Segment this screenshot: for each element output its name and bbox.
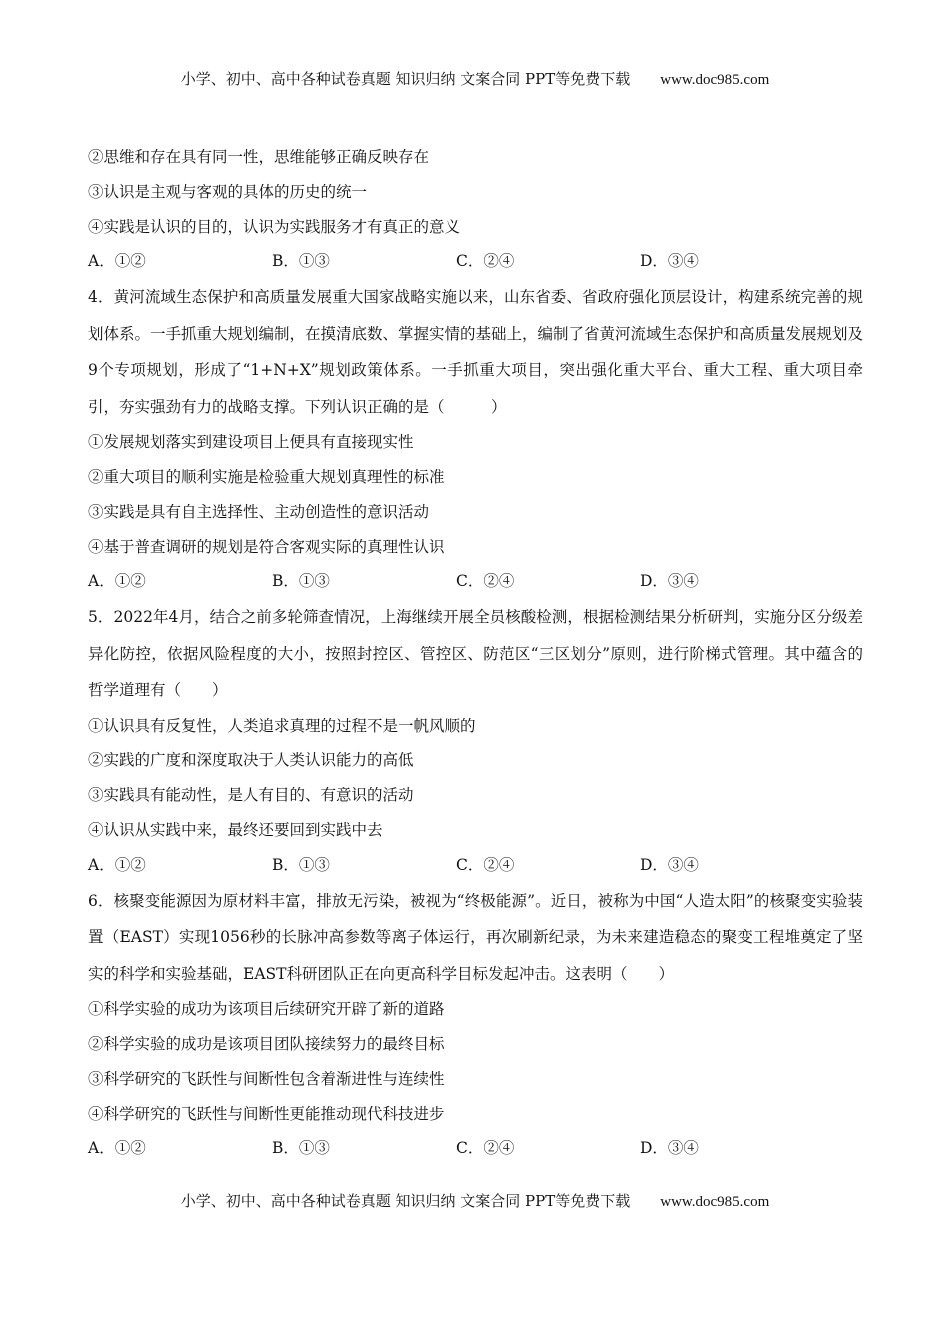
exam-content <box>88 140 863 1166</box>
statement: ②实践的广度和深度取决于人类认识能力的高低 <box>88 751 414 770</box>
question-4 <box>88 279 863 599</box>
statement: ③实践是具有自主选择性、主动创造性的意识活动 <box>88 502 430 521</box>
choice-d[interactable]: D．③④ <box>640 572 699 591</box>
header-text: 小学、初中、高中各种试卷真题 知识归纳 文案合同 PPT等免费下载 <box>180 70 631 88</box>
footer-site-link[interactable]: www.doc985.com <box>660 1194 770 1210</box>
choice-d[interactable]: D．③④ <box>640 252 699 271</box>
statement: ④科学研究的飞跃性与间断性更能推动现代科技进步 <box>88 1104 445 1123</box>
choice-c[interactable]: C．②④ <box>456 1139 515 1158</box>
choice-c[interactable]: C．②④ <box>456 572 515 591</box>
choice-b[interactable]: B．①③ <box>272 572 330 591</box>
footer-text: 小学、初中、高中各种试卷真题 知识归纳 文案合同 PPT等免费下载 <box>180 1192 631 1210</box>
statement: ③实践具有能动性，是人有目的、有意识的活动 <box>88 786 414 805</box>
question-stem: 5．2022年4月，结合之前多轮筛查情况，上海继续开展全员核酸检测，根据检测结果分析研判，实施分区分级差异化防控，依据风险程度的大小，按照封控区、管控区、防范区“三区划分”原则，进行阶梯式管理。其中蕴含的哲学道理有（ ） <box>88 608 863 700</box>
statement: ④认识从实践中来，最终还要回到实践中去 <box>88 821 383 840</box>
statement: ①认识具有反复性，人类追求真理的过程不是一帆风顺的 <box>88 716 476 735</box>
choice-a[interactable]: A．①② <box>88 252 146 271</box>
statement: ①科学实验的成功为该项目后续研究开辟了新的道路 <box>88 1000 445 1019</box>
choice-c[interactable]: C．②④ <box>456 855 515 874</box>
choice-b[interactable]: B．①③ <box>272 252 330 271</box>
question-3-tail <box>88 140 863 279</box>
choice-a[interactable]: A．①② <box>88 572 146 591</box>
statement: ④基于普查调研的规划是符合客观实际的真理性认识 <box>88 537 445 556</box>
statement: ④实践是认识的目的，认识为实践服务才有真正的意义 <box>88 217 461 236</box>
statement: ③科学研究的飞跃性与间断性包含着渐进性与连续性 <box>88 1069 445 1088</box>
question-5 <box>88 599 863 882</box>
statement: ②科学实验的成功是该项目团队接续努力的最终目标 <box>88 1034 445 1053</box>
answer-choices <box>88 848 863 883</box>
answer-choices <box>88 244 863 279</box>
statement: ②重大项目的顺利实施是检验重大规划真理性的标准 <box>88 467 445 486</box>
choice-b[interactable]: B．①③ <box>272 1139 330 1158</box>
header-site-link[interactable]: www.doc985.com <box>660 72 770 88</box>
page-header <box>0 68 950 89</box>
choice-b[interactable]: B．①③ <box>272 855 330 874</box>
choice-d[interactable]: D．③④ <box>640 855 699 874</box>
choice-d[interactable]: D．③④ <box>640 1139 699 1158</box>
answer-choices <box>88 1131 863 1166</box>
statement: ②思维和存在具有同一性，思维能够正确反映存在 <box>88 148 430 166</box>
choice-a[interactable]: A．①② <box>88 855 146 874</box>
page-footer <box>0 1190 950 1211</box>
question-6 <box>88 883 863 1166</box>
answer-choices <box>88 564 863 599</box>
choice-c[interactable]: C．②④ <box>456 252 515 271</box>
question-stem: 6．核聚变能源因为原材料丰富，排放无污染，被视为“终极能源”。近日，被称为中国“人造太阳”的核聚变实验装置（EAST）实现1056秒的长脉冲高参数等离子体运行，再次刷新纪录，为未来建造稳态的聚变工程堆奠定了坚实的科学和实验基础，EAST科研团队正在向更高科学目标发起冲击。这表明（ ） <box>88 891 863 983</box>
statement: ①发展规划落实到建设项目上便具有直接现实性 <box>88 433 414 452</box>
choice-a[interactable]: A．①② <box>88 1139 146 1158</box>
question-stem: 4．黄河流域生态保护和高质量发展重大国家战略实施以来，山东省委、省政府强化顶层设计，构建系统完善的规划体系。一手抓重大规划编制，在摸清底数、掌握实情的基础上，编制了省黄河流域生态保护和高质量发展规划及9个专项规划，形成了“1+N+X”规划政策体系。一手抓重大项目，突出强化重大平台、重大工程、重大项目牵引，夯实强劲有力的战略支撑。下列认识正确的是（ ） <box>88 288 864 416</box>
statement: ③认识是主观与客观的具体的历史的统一 <box>88 182 368 201</box>
